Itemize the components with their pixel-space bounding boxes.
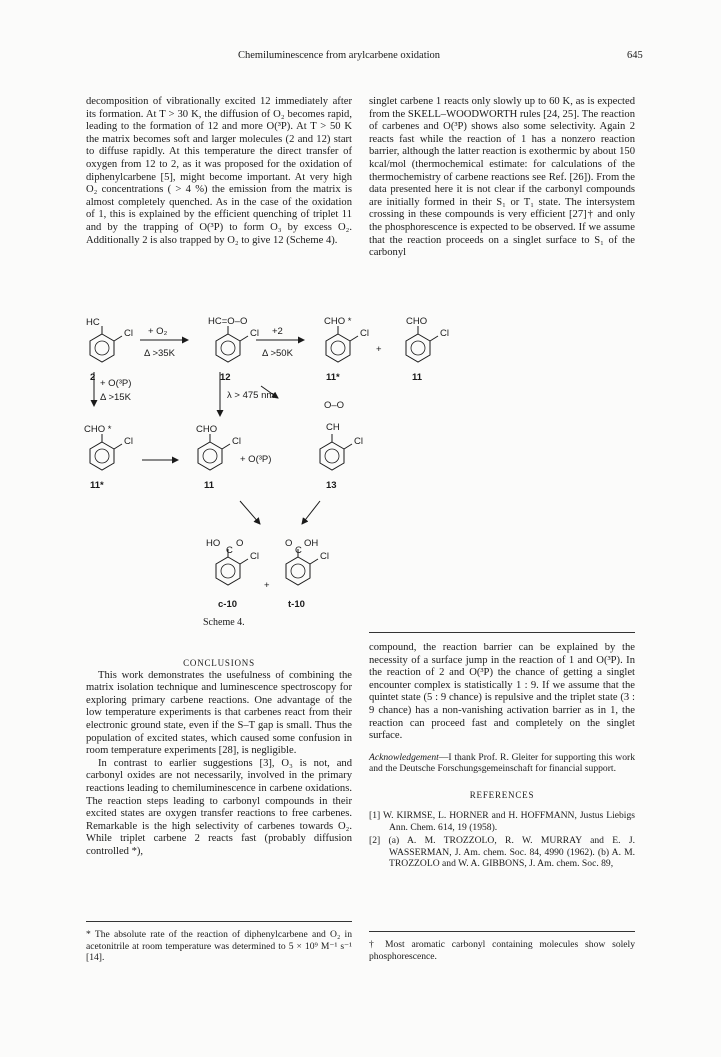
body-paragraph: This work demonstrates the usefulness of combining the matrix isolation technique and luminescence spectroscopy for exploring primary carbene reactions. One advantage of the low temperature experiments is that carbenes react from their electronic ground state, even if the S–T gap is small. Thus the population of excited states, which caused some confusion in room temperature experiments [28], is negligible. xyxy=(86,669,352,757)
label-plus: + xyxy=(264,580,270,591)
label-cond-35k: Δ >35K xyxy=(144,348,175,359)
label-cl: Cl xyxy=(354,436,363,447)
reference-item: [1] W. KIRMSE, L. HORNER and H. HOFFMANN, Justus Liebigs Ann. Chem. 614, 19 (1958). xyxy=(369,810,635,833)
label-lambda: λ > 475 nm xyxy=(227,390,275,401)
footnote-rule xyxy=(86,921,352,922)
compound-11: 11 xyxy=(204,480,215,491)
label-cho: CHO xyxy=(406,316,428,327)
compound-13: 13 xyxy=(326,480,337,491)
footnote-left: * The absolute rate of the reaction of diphenylcarbene and O₂ in acetonitrile at room temperature was determined to 5 × 10⁹ M⁻¹ s⁻¹ [14]. xyxy=(86,929,352,963)
scheme-caption: Scheme 4. xyxy=(203,617,245,628)
label-hc-oo: HC=O–O xyxy=(208,316,248,327)
label-oh: OH xyxy=(304,538,319,549)
label-cond-15k: Δ >15K xyxy=(100,392,131,403)
right-column-top xyxy=(369,96,635,260)
label-c: C xyxy=(295,545,302,556)
compound-t-10: t-10 xyxy=(288,599,305,610)
label-plus-2: +2 xyxy=(272,326,283,337)
label-o: O xyxy=(285,538,293,549)
label-cl: Cl xyxy=(250,328,259,339)
acknowledgement-label: Acknowledgement xyxy=(369,751,439,763)
body-paragraph: singlet carbene 1 reacts only slowly up to 60 K, as is expected from the SKELL–WOODWORTH rules [24, 25]. The reaction of carbenes and O(³P) shows also some selectivity. Again 2 reacts fast while the reaction of 1 has a nonzero reaction barrier, although the latter reaction is exothermic by about 150 kcal/mol (thermochemical estimate: for calculations of the thermochemistry of carbene reactions see Ref. [26]). From the data presented here it is not clear if the carbonyl compounds are initially formed in their S₁ or T₁ state. The intersystem crossing in these compounds is very efficient [27]† and only the phosphorescence is expected to be observed. If we assume that the reaction proceeds on a singlet surface to S₁ of the carbonyl xyxy=(369,96,636,259)
label-o3p: + O(³P) xyxy=(240,454,272,465)
footnote-right: † Most aromatic carbonyl containing molecules show solely phosphorescence. xyxy=(369,939,635,962)
label-cl: Cl xyxy=(250,551,259,562)
label-cl: Cl xyxy=(232,436,241,447)
label-cho-star: CHO * xyxy=(84,424,112,435)
compound-12: 12 xyxy=(220,372,231,383)
label-cl: Cl xyxy=(320,551,329,562)
section-rule xyxy=(369,632,635,633)
label-cl: Cl xyxy=(124,436,133,447)
left-column-top xyxy=(86,96,352,247)
body-paragraph: In contrast to earlier suggestions [3], O₃ is not, and carbonyl oxides are not necessarily, involved in the primary reactions leading to chemiluminescence in carbene oxidations. The reaction steps leading to carbonyl compounds in their excited states are oxygen transfer reactions to free carbenes. Remarkable is the high selectivity of carbenes towards O₂. While triplet carbene 2 reacts fast (probably diffusion controlled *), xyxy=(86,757,352,857)
label-o: O xyxy=(236,538,244,549)
page-number: 645 xyxy=(627,50,643,61)
compound-2: 2 xyxy=(90,372,96,383)
label-cl: Cl xyxy=(360,328,369,339)
body-paragraph: compound, the reaction barrier can be explained by the necessity of a surface jump in the reaction of 1 and O(³P). In the reaction of 2 and O(³P) the chance of getting a singlet encounter complex is statistically 1 : 9. If we assume that the quintet state (5 : 9 chance) is repulsive and the triplet state (3 : 9 chance) has a non-vanishing activation barrier as in 1, the reaction can proceed fast and completely on the singlet surface. xyxy=(369,642,635,742)
label-cho: CHO xyxy=(196,424,218,435)
label-cho-star: CHO * xyxy=(324,316,352,327)
label-cond-50k: Δ >50K xyxy=(262,348,293,359)
body-paragraph: decomposition of vibrationally excited 12 immediately after its formation. At T > 30 K, the diffusion of O₂ becomes rapid, leading to the formation of 12 and more O(³P). At T > 50 K the matrix becomes soft and larger molecules (2 and 12) start to diffuse rapidly. At this temperature the direct transfer of oxygen from 12 to 2, as it was proposed for the oxidation of diphenylcarbene [5], might become important. At very high O₂ concentrations ( > 4 %) the emission from the matrix is almost completely quenched. As in the case of the oxidation of 1, this is explained by the efficient quenching of triplet 11 and by the trapping of O(³P) to form O₃ by excess O₂. Additionally 2 is also trapped by O₂ to give 12 (Scheme 4). xyxy=(86,96,352,246)
label-ho: HO xyxy=(206,538,221,549)
label-o3p-plus: + O(³P) xyxy=(100,378,132,389)
compound-11-star: 11* xyxy=(326,372,340,383)
label-cl: Cl xyxy=(124,328,133,339)
running-header-title: Chemiluminescence from arylcarbene oxidation xyxy=(238,50,441,61)
right-column-bottom xyxy=(369,642,635,872)
compound-c-10: c-10 xyxy=(218,599,238,610)
acknowledgement-text: —I thank Prof. R. Gleiter for supporting this work and the Deutsche Forschungsgemeinschaft for financial support. xyxy=(369,751,635,775)
label-plus: + xyxy=(376,344,382,355)
acknowledgement xyxy=(369,752,635,775)
left-column-bottom xyxy=(86,657,352,859)
footnote-rule xyxy=(369,931,635,932)
reference-item: [2] (a) A. M. TROZZOLO, R. W. MURRAY and E. J. WASSERMAN, J. Am. chem. Soc. 84, 4990 (1962). (b) A. M. TROZZOLO and W. A. GIBBONS, J. Am. chem. Soc. 89, xyxy=(369,835,635,870)
compound-11-star: 11* xyxy=(90,480,104,491)
label-cl: Cl xyxy=(440,328,449,339)
label-hc: HC xyxy=(86,317,100,328)
references-heading: REFERENCES xyxy=(469,789,535,800)
label-c: C xyxy=(226,545,233,556)
section-heading-conclusions: CONCLUSIONS xyxy=(183,658,255,668)
label-oo-ring: O–O xyxy=(324,400,345,411)
compound-11: 11 xyxy=(412,372,423,383)
reaction-scheme xyxy=(80,306,640,621)
label-plus-o2: + O₂ xyxy=(148,326,168,337)
label-ch: CH xyxy=(326,422,340,433)
